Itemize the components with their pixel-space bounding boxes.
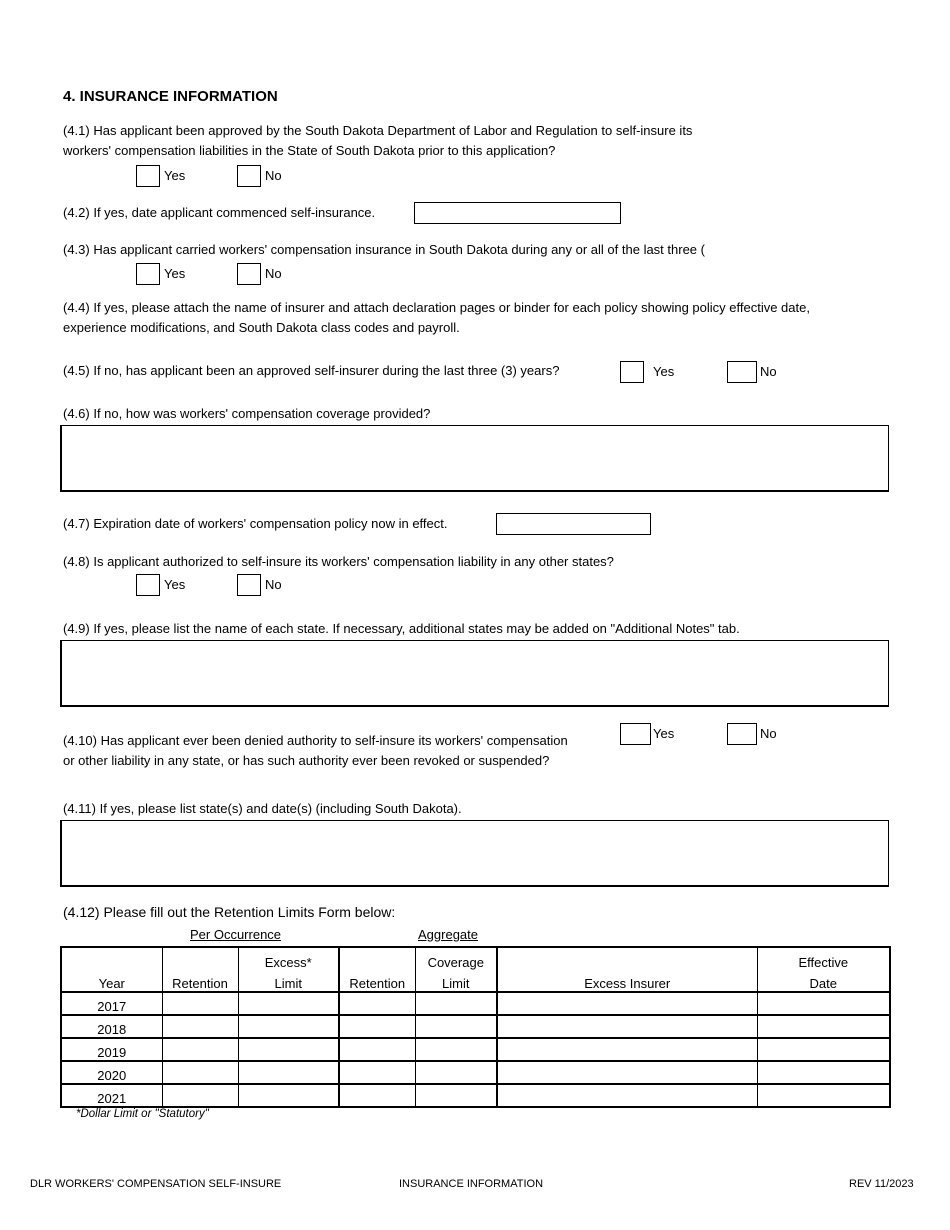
- policy-expiration-date-input[interactable]: [496, 513, 651, 535]
- year-cell: 2021: [61, 1084, 162, 1107]
- coverage-limit-cell[interactable]: [415, 992, 497, 1015]
- table-row: [61, 1015, 890, 1038]
- q43-no-label: No: [265, 266, 282, 281]
- retention-cell[interactable]: [162, 1061, 238, 1084]
- header-agg-retention: Retention: [339, 970, 415, 992]
- agg-retention-cell[interactable]: [339, 1015, 415, 1038]
- excess-insurer-cell[interactable]: [497, 1038, 757, 1061]
- q49-text: (4.9) If yes, please list the name of each state. If necessary, additional states may be added on "Additional Notes" tab.: [63, 621, 740, 636]
- agg-retention-cell[interactable]: [339, 1038, 415, 1061]
- q43-no-checkbox[interactable]: [237, 263, 261, 285]
- coverage-limit-cell[interactable]: [415, 1084, 497, 1107]
- retention-cell[interactable]: [162, 992, 238, 1015]
- other-states-textarea[interactable]: [60, 640, 889, 707]
- dollar-limit-note: *Dollar Limit or "Statutory": [76, 1108, 209, 1120]
- header-top-year: [61, 947, 162, 970]
- excess-limit-cell[interactable]: [238, 1015, 339, 1038]
- q410-yes-label: Yes: [653, 726, 675, 741]
- footer-center: INSURANCE INFORMATION: [399, 1178, 544, 1190]
- header-retention: Retention: [162, 970, 238, 992]
- table-row: [61, 1084, 890, 1107]
- table-row: [61, 992, 890, 1015]
- q45-yes-checkbox[interactable]: [620, 361, 644, 383]
- coverage-limit-cell[interactable]: [415, 1061, 497, 1084]
- retention-cell[interactable]: [162, 1015, 238, 1038]
- q412-text: (4.12) Please fill out the Retention Limits Form below:: [63, 904, 396, 920]
- q410-no-label: No: [760, 726, 777, 741]
- retention-limits-table: [60, 946, 891, 1108]
- q41-no-checkbox[interactable]: [237, 165, 261, 187]
- header-excess-insurer: Excess Insurer: [497, 970, 757, 992]
- q48-no-checkbox[interactable]: [237, 574, 261, 596]
- q46-text: (4.6) If no, how was workers' compensation coverage provided?: [63, 406, 431, 421]
- denied-states-textarea[interactable]: [60, 820, 889, 887]
- q41-yes-label: Yes: [164, 168, 186, 183]
- effective-date-cell[interactable]: [757, 1038, 890, 1061]
- retention-cell[interactable]: [162, 1038, 238, 1061]
- excess-insurer-cell[interactable]: [497, 1084, 757, 1107]
- header-year: Year: [61, 970, 162, 992]
- table-row: [61, 1061, 890, 1084]
- coverage-provided-textarea[interactable]: [60, 425, 889, 492]
- q44-text-line1: (4.4) If yes, please attach the name of insurer and attach declaration pages or binder for each policy showing policy effective date,: [63, 300, 810, 315]
- q410-no-checkbox[interactable]: [727, 723, 757, 745]
- header-coverage-limit: Limit: [415, 970, 497, 992]
- section-title: 4. INSURANCE INFORMATION: [63, 88, 278, 105]
- q43-yes-label: Yes: [164, 266, 186, 281]
- year-cell: 2020: [61, 1061, 162, 1084]
- excess-insurer-cell[interactable]: [497, 1061, 757, 1084]
- header-effective-date: Date: [757, 970, 890, 992]
- footer-right: REV 11/2023: [849, 1178, 914, 1190]
- q41-no-label: No: [265, 168, 282, 183]
- effective-date-cell[interactable]: [757, 1061, 890, 1084]
- header-top-agg-retention: [339, 947, 415, 970]
- year-cell: 2019: [61, 1038, 162, 1061]
- effective-date-cell[interactable]: [757, 992, 890, 1015]
- header-top-retention: [162, 947, 238, 970]
- excess-limit-cell[interactable]: [238, 1038, 339, 1061]
- header-top-excess: Excess*: [238, 947, 339, 970]
- agg-retention-cell[interactable]: [339, 1061, 415, 1084]
- q47-text: (4.7) Expiration date of workers' compensation policy now in effect.: [63, 516, 448, 531]
- q410-text-line1: (4.10) Has applicant ever been denied authority to self-insure its workers' compensation: [63, 733, 568, 748]
- year-cell: 2017: [61, 992, 162, 1015]
- table-row: [61, 1038, 890, 1061]
- q41-yes-checkbox[interactable]: [136, 165, 160, 187]
- per-occurrence-label: Per Occurrence: [190, 927, 282, 942]
- q48-no-label: No: [265, 577, 282, 592]
- q45-no-label: No: [760, 364, 777, 379]
- q45-yes-label: Yes: [653, 364, 675, 379]
- header-top-effective: Effective: [757, 947, 890, 970]
- excess-limit-cell[interactable]: [238, 1084, 339, 1107]
- header-excess-limit: Limit: [238, 970, 339, 992]
- q48-yes-label: Yes: [164, 577, 186, 592]
- coverage-limit-cell[interactable]: [415, 1015, 497, 1038]
- q411-text: (4.11) If yes, please list state(s) and date(s) (including South Dakota).: [63, 801, 462, 816]
- q43-yes-checkbox[interactable]: [136, 263, 160, 285]
- self-insurance-date-input[interactable]: [414, 202, 621, 224]
- excess-limit-cell[interactable]: [238, 1061, 339, 1084]
- q48-yes-checkbox[interactable]: [136, 574, 160, 596]
- q48-text: (4.8) Is applicant authorized to self-insure its workers' compensation liability in any other states?: [63, 554, 614, 569]
- q410-text-line2: or other liability in any state, or has such authority ever been revoked or suspended?: [63, 753, 550, 768]
- agg-retention-cell[interactable]: [339, 1084, 415, 1107]
- q41-text-line2: workers' compensation liabilities in the State of South Dakota prior to this application?: [63, 143, 556, 158]
- effective-date-cell[interactable]: [757, 1084, 890, 1107]
- q42-text: (4.2) If yes, date applicant commenced self-insurance.: [63, 205, 376, 220]
- retention-cell[interactable]: [162, 1084, 238, 1107]
- q43-text: (4.3) Has applicant carried workers' compensation insurance in South Dakota during any or all of the last three (: [63, 242, 705, 257]
- q410-yes-checkbox[interactable]: [620, 723, 651, 745]
- year-cell: 2018: [61, 1015, 162, 1038]
- header-top-excess-insurer: [497, 947, 757, 970]
- aggregate-label: Aggregate: [418, 927, 478, 942]
- q45-text: (4.5) If no, has applicant been an approved self-insurer during the last three (3) years?: [63, 363, 560, 378]
- excess-insurer-cell[interactable]: [497, 1015, 757, 1038]
- effective-date-cell[interactable]: [757, 1015, 890, 1038]
- q44-text-line2: experience modifications, and South Dakota class codes and payroll.: [63, 320, 460, 335]
- coverage-limit-cell[interactable]: [415, 1038, 497, 1061]
- agg-retention-cell[interactable]: [339, 992, 415, 1015]
- header-top-coverage: Coverage: [415, 947, 497, 970]
- excess-insurer-cell[interactable]: [497, 992, 757, 1015]
- q45-no-checkbox[interactable]: [727, 361, 757, 383]
- q41-text-line1: (4.1) Has applicant been approved by the South Dakota Department of Labor and Regulation to self-insure its: [63, 123, 693, 138]
- footer-left: DLR WORKERS' COMPENSATION SELF-INSURE: [30, 1178, 282, 1190]
- excess-limit-cell[interactable]: [238, 992, 339, 1015]
